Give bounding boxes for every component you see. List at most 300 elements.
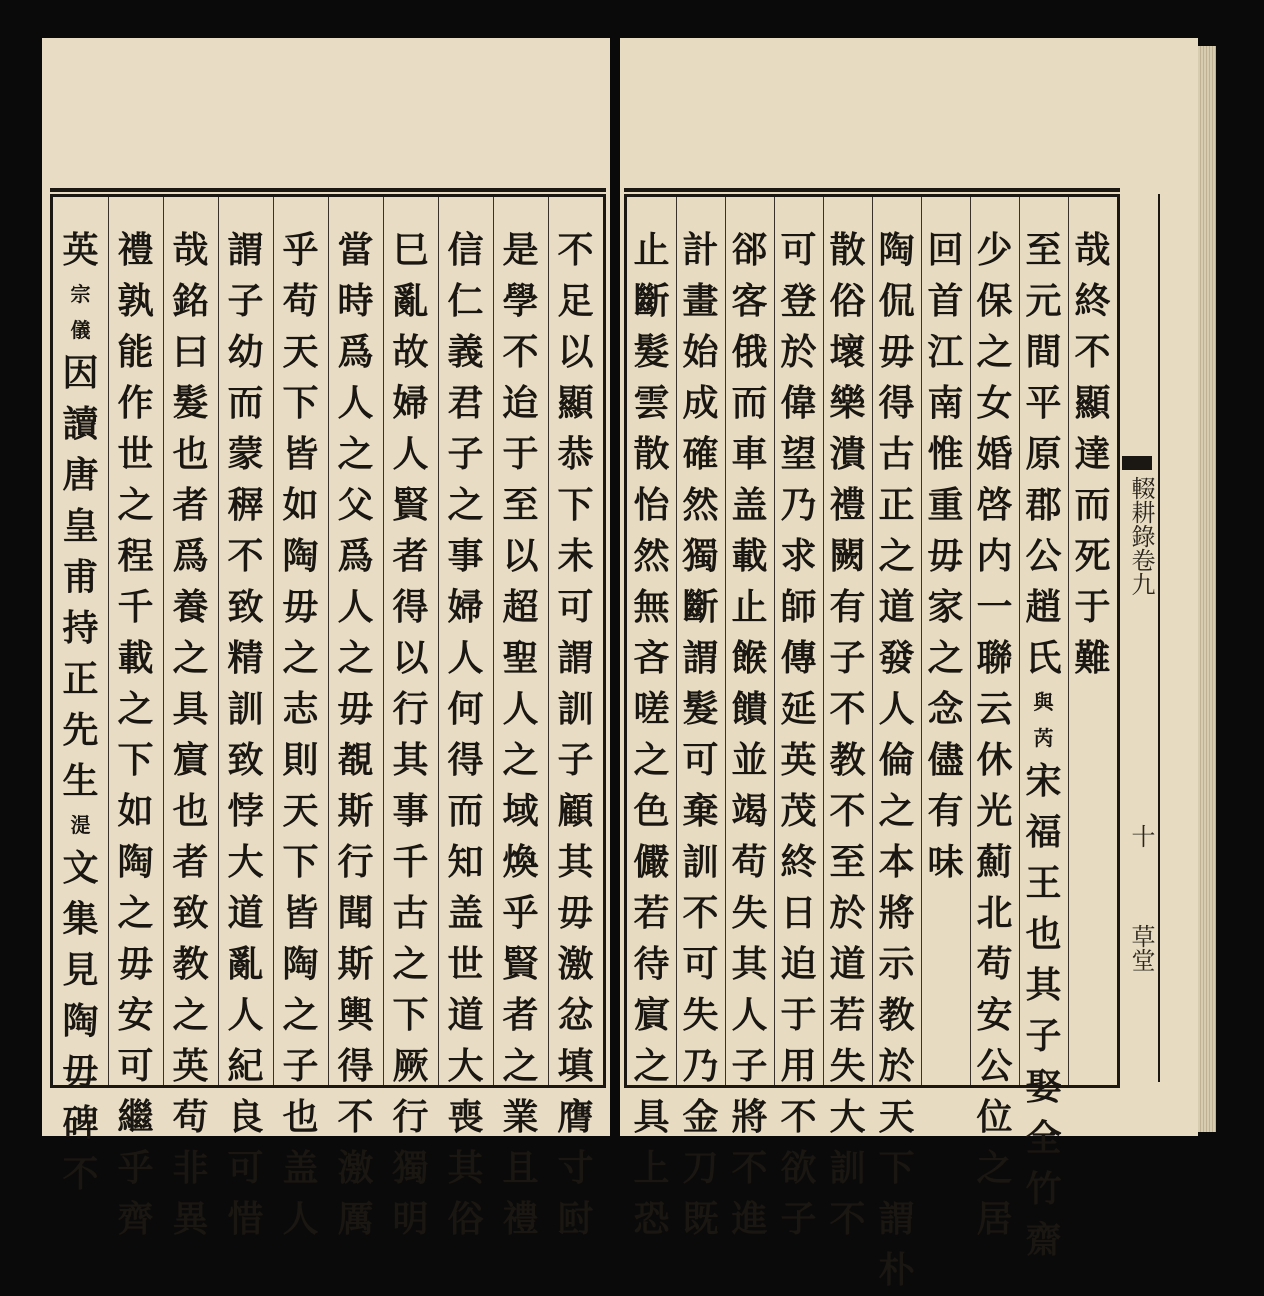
text-char: 人 [502, 688, 539, 730]
text-char: 天 [282, 790, 319, 832]
text-char: 謂 [682, 637, 719, 679]
text-char: 激 [557, 943, 594, 985]
text-char: 可 [557, 586, 594, 628]
text-char: 銘 [172, 280, 209, 322]
text-char: 倫 [878, 739, 915, 781]
text-char: 顧 [557, 790, 594, 832]
text-char: 正 [62, 658, 99, 700]
text-char: 郡 [1025, 484, 1062, 526]
text-char: 恐 [633, 1198, 670, 1240]
text-char: 趙 [1025, 586, 1062, 628]
text-char: 獨 [682, 535, 719, 577]
text-char: 之 [976, 331, 1013, 373]
text-char: 子 [282, 1045, 319, 1087]
text-char: 之 [282, 994, 319, 1036]
text-char: 英 [62, 229, 99, 271]
text-char: 念 [927, 688, 964, 730]
text-char: 本 [878, 841, 915, 883]
text-char: 千 [392, 841, 429, 883]
text-char: 賢 [502, 943, 539, 985]
text-char: 君 [447, 382, 484, 424]
text-char: 若 [829, 994, 866, 1036]
text-char: 於 [829, 892, 866, 934]
text-char: 下 [282, 841, 319, 883]
text-char: 曰 [172, 331, 209, 373]
text-char: 上 [633, 1147, 670, 1189]
text-char: 若 [633, 892, 670, 934]
fore-edge-title: 輟耕錄卷九 [1127, 476, 1155, 596]
text-char: 竹 [1025, 1168, 1062, 1210]
text-char: 失 [682, 994, 719, 1036]
text-char: 毋 [282, 586, 319, 628]
text-char: 顯 [1074, 382, 1111, 424]
text-char: 道 [227, 892, 264, 934]
text-char: 然 [682, 484, 719, 526]
text-char: 確 [682, 433, 719, 475]
column-rule [970, 197, 971, 1085]
text-char: 皆 [282, 892, 319, 934]
text-char: 幼 [227, 331, 264, 373]
text-char: 惜 [227, 1198, 264, 1240]
text-char: 云 [976, 688, 1013, 730]
text-char: 載 [731, 535, 768, 577]
text-char: 儘 [927, 739, 964, 781]
text-char: 之 [878, 790, 915, 832]
text-char: 平 [1025, 382, 1062, 424]
text-char: 得 [447, 739, 484, 781]
text-char: 安 [117, 994, 154, 1036]
text-char: 人 [878, 688, 915, 730]
text-char: 嗟 [633, 688, 670, 730]
text-char: 正 [878, 484, 915, 526]
text-char: 之 [502, 739, 539, 781]
text-frame [624, 194, 1120, 1291]
column-rule [218, 197, 219, 1085]
text-char: 者 [392, 535, 429, 577]
text-char: 北 [976, 892, 1013, 934]
text-char: 終 [780, 841, 817, 883]
text-char: 訓 [829, 1147, 866, 1189]
text-char: 紀 [227, 1045, 264, 1087]
text-char: 斷 [682, 586, 719, 628]
text-char: 竭 [731, 790, 768, 832]
column-rule [273, 197, 274, 1085]
text-char: 之 [392, 943, 429, 985]
text-column [56, 225, 106, 1200]
text-char: 有 [927, 790, 964, 832]
text-char: 先 [62, 709, 99, 751]
text-char: 回 [927, 229, 964, 271]
text-char: 茂 [780, 790, 817, 832]
column-rule [872, 197, 873, 1085]
text-char: 氏 [1025, 637, 1062, 679]
text-char: 大 [829, 1096, 866, 1138]
text-char: 謂 [878, 1198, 915, 1240]
text-char: 至 [502, 484, 539, 526]
text-char: 髮 [172, 382, 209, 424]
text-char: 齋 [1025, 1219, 1062, 1261]
text-char: 師 [780, 586, 817, 628]
text-char: 爲 [172, 535, 209, 577]
text-char: 厥 [392, 1045, 429, 1087]
text-char: 一 [976, 586, 1013, 628]
text-char: 南 [927, 382, 964, 424]
text-char: 古 [392, 892, 429, 934]
column-rule [108, 197, 109, 1085]
text-char: 婦 [447, 586, 484, 628]
text-char: 其 [447, 1147, 484, 1189]
text-char: 下 [878, 1147, 915, 1189]
text-char: 日 [780, 892, 817, 934]
text-char: 志 [282, 688, 319, 730]
text-column [496, 225, 546, 1245]
text-column [1019, 225, 1069, 1266]
text-char: 訓 [557, 688, 594, 730]
annotation-char: 儀 [70, 318, 91, 342]
text-char: 延 [780, 688, 817, 730]
text-char: 休 [976, 739, 1013, 781]
text-char: 儼 [633, 841, 670, 883]
text-char: 稺 [227, 484, 264, 526]
text-char: 教 [878, 994, 915, 1036]
text-char: 全 [1025, 1117, 1062, 1159]
text-char: 於 [878, 1045, 915, 1087]
text-char: 不 [829, 1198, 866, 1240]
text-column [1068, 225, 1118, 684]
column-rule [438, 197, 439, 1085]
text-char: 煥 [502, 841, 539, 883]
text-char: 登 [780, 280, 817, 322]
text-char: 可 [227, 1147, 264, 1189]
text-char: 吝 [633, 637, 670, 679]
text-char: 養 [172, 586, 209, 628]
text-char: 散 [633, 433, 670, 475]
text-char: 爲 [337, 535, 374, 577]
text-char: 足 [557, 280, 594, 322]
text-char: 能 [117, 331, 154, 373]
text-char: 蒙 [227, 433, 264, 475]
text-char: 子 [557, 739, 594, 781]
text-char: 偉 [780, 382, 817, 424]
text-char: 英 [172, 1045, 209, 1087]
text-char: 郤 [731, 229, 768, 271]
text-char: 迫 [780, 943, 817, 985]
text-char: 之 [633, 739, 670, 781]
text-char: 棄 [682, 790, 719, 832]
text-char: 父 [337, 484, 374, 526]
text-char: 也 [172, 433, 209, 475]
text-char: 首 [927, 280, 964, 322]
page-edges [1198, 46, 1216, 1132]
text-char: 苟 [282, 280, 319, 322]
text-char: 也 [1025, 913, 1062, 955]
text-char: 斯 [337, 790, 374, 832]
annotation-char: 宗 [70, 282, 91, 306]
text-char: 具 [172, 688, 209, 730]
fore-edge-page-number: 十 [1127, 824, 1155, 848]
text-char: 色 [633, 790, 670, 832]
text-char: 不 [337, 1096, 374, 1138]
annotation-char: 芮 [1033, 726, 1054, 750]
text-char: 恭 [557, 433, 594, 475]
text-char: 也 [282, 1096, 319, 1138]
text-char: 之 [447, 484, 484, 526]
text-char: 世 [117, 433, 154, 475]
text-char: 具 [633, 1096, 670, 1138]
text-char: 之 [878, 535, 915, 577]
text-char: 文 [62, 847, 99, 889]
text-char: 潰 [829, 433, 866, 475]
text-char: 齊 [117, 1198, 154, 1240]
text-char: 得 [337, 1045, 374, 1087]
text-char: 苟 [976, 943, 1013, 985]
text-char: 子 [447, 433, 484, 475]
top-border [50, 188, 606, 192]
column-rule [328, 197, 329, 1085]
text-char: 陶 [878, 229, 915, 271]
text-char: 盖 [447, 892, 484, 934]
text-char: 者 [502, 994, 539, 1036]
text-char: 江 [927, 331, 964, 373]
text-char: 賢 [392, 484, 429, 526]
text-char: 之 [117, 484, 154, 526]
text-char: 而 [227, 382, 264, 424]
column-rule [823, 197, 824, 1085]
text-column [551, 225, 601, 1245]
text-char: 下 [557, 484, 594, 526]
text-char: 聖 [502, 637, 539, 679]
text-char: 不 [1074, 331, 1111, 373]
text-char: 于 [780, 994, 817, 1036]
text-char: 而 [731, 382, 768, 424]
text-char: 域 [502, 790, 539, 832]
text-char: 是 [502, 229, 539, 271]
text-char: 哉 [1074, 229, 1111, 271]
text-char: 之 [282, 637, 319, 679]
text-char: 則 [282, 739, 319, 781]
text-char: 之 [172, 637, 209, 679]
text-char: 其 [731, 943, 768, 985]
text-char: 陶 [282, 943, 319, 985]
text-char: 人 [337, 382, 374, 424]
text-char: 程 [117, 535, 154, 577]
text-char: 人 [731, 994, 768, 1036]
text-char: 亂 [392, 280, 429, 322]
text-char: 事 [392, 790, 429, 832]
text-char: 之 [633, 1045, 670, 1087]
text-column [221, 225, 271, 1245]
text-char: 而 [1074, 484, 1111, 526]
text-char: 哉 [172, 229, 209, 271]
text-char: 賔 [633, 994, 670, 1036]
text-char: 不 [829, 688, 866, 730]
text-char: 俗 [829, 280, 866, 322]
text-char: 毋 [337, 688, 374, 730]
text-char: 膺 [557, 1096, 594, 1138]
text-char: 寸 [557, 1147, 594, 1189]
text-char: 禮 [117, 229, 154, 271]
text-char: 女 [976, 382, 1013, 424]
text-char: 陶 [62, 1000, 99, 1042]
text-char: 喪 [447, 1096, 484, 1138]
text-char: 死 [1074, 535, 1111, 577]
text-char: 可 [117, 1045, 154, 1087]
text-char: 得 [878, 382, 915, 424]
text-char: 異 [172, 1198, 209, 1240]
text-char: 得 [392, 586, 429, 628]
text-char: 甫 [62, 556, 99, 598]
text-char: 而 [447, 790, 484, 832]
text-char: 以 [392, 637, 429, 679]
text-char: 毋 [557, 892, 594, 934]
text-char: 成 [682, 382, 719, 424]
text-char: 義 [447, 331, 484, 373]
text-char: 不 [731, 1147, 768, 1189]
text-char: 不 [502, 331, 539, 373]
text-column [441, 225, 491, 1245]
text-char: 進 [731, 1198, 768, 1240]
text-char: 謂 [227, 229, 264, 271]
text-column [774, 225, 824, 1245]
text-char: 其 [1025, 964, 1062, 1006]
text-char: 之 [927, 637, 964, 679]
text-char: 忿 [557, 994, 594, 1036]
text-char: 道 [829, 943, 866, 985]
text-char: 如 [282, 484, 319, 526]
text-char: 亂 [227, 943, 264, 985]
text-char: 迨 [502, 382, 539, 424]
text-char: 因 [62, 352, 99, 394]
text-char: 止 [633, 229, 670, 271]
text-char: 安 [976, 994, 1013, 1036]
text-char: 天 [282, 331, 319, 373]
text-char: 覩 [337, 739, 374, 781]
text-char: 盖 [731, 484, 768, 526]
text-char: 乃 [780, 484, 817, 526]
text-char: 厲 [337, 1198, 374, 1240]
text-char: 之 [117, 892, 154, 934]
text-char: 超 [502, 586, 539, 628]
text-char: 不 [829, 790, 866, 832]
text-char: 求 [780, 535, 817, 577]
text-char: 事 [447, 535, 484, 577]
text-char: 保 [976, 280, 1013, 322]
text-char: 俄 [731, 331, 768, 373]
left-page [42, 38, 610, 1240]
text-char: 位 [976, 1096, 1013, 1138]
text-char: 者 [172, 841, 209, 883]
text-char: 其 [557, 841, 594, 883]
text-char: 不 [682, 892, 719, 934]
text-char: 以 [502, 535, 539, 577]
annotation-char: 湜 [70, 813, 91, 837]
column-rule [921, 197, 922, 1085]
text-char: 始 [682, 331, 719, 373]
text-char: 訓 [227, 688, 264, 730]
text-char: 達 [1074, 433, 1111, 475]
text-char: 王 [1025, 862, 1062, 904]
text-char: 下 [282, 382, 319, 424]
text-char: 皇 [62, 505, 99, 547]
text-char: 故 [392, 331, 429, 373]
text-char: 啓 [976, 484, 1013, 526]
text-frame [50, 194, 606, 1240]
text-char: 教 [172, 943, 209, 985]
text-char: 下 [392, 994, 429, 1036]
text-char: 毋 [878, 331, 915, 373]
text-column [872, 225, 922, 1296]
text-char: 不 [557, 229, 594, 271]
text-char: 有 [829, 586, 866, 628]
text-char: 人 [337, 586, 374, 628]
text-column [111, 225, 161, 1245]
text-char: 精 [227, 637, 264, 679]
text-char: 獨 [392, 1147, 429, 1189]
text-char: 致 [227, 739, 264, 781]
text-char: 將 [731, 1096, 768, 1138]
text-column [331, 225, 381, 1245]
text-char: 千 [117, 586, 154, 628]
text-char: 毋 [927, 535, 964, 577]
text-char: 英 [780, 739, 817, 781]
text-char: 作 [117, 382, 154, 424]
text-char: 非 [172, 1147, 209, 1189]
text-char: 怡 [633, 484, 670, 526]
text-char: 不 [62, 1153, 99, 1195]
text-char: 時 [337, 280, 374, 322]
text-char: 刀 [682, 1147, 719, 1189]
text-char: 生 [62, 760, 99, 802]
text-column [166, 225, 216, 1245]
text-char: 味 [927, 841, 964, 883]
text-char: 元 [1025, 280, 1062, 322]
text-char: 道 [447, 994, 484, 1036]
text-char: 天 [878, 1096, 915, 1138]
text-char: 朴 [878, 1249, 915, 1291]
text-char: 良 [227, 1096, 264, 1138]
text-char: 行 [337, 841, 374, 883]
text-char: 乎 [502, 892, 539, 934]
text-char: 宋 [1025, 760, 1062, 802]
text-char: 可 [682, 943, 719, 985]
text-char: 待 [633, 943, 670, 985]
text-char: 人 [392, 433, 429, 475]
text-char: 孰 [117, 280, 154, 322]
text-char: 大 [447, 1045, 484, 1087]
text-char: 未 [557, 535, 594, 577]
text-char: 苟 [172, 1096, 209, 1138]
column-rule [1019, 197, 1020, 1085]
text-char: 示 [878, 943, 915, 985]
text-char: 毋 [62, 1051, 99, 1093]
text-char: 禮 [829, 484, 866, 526]
text-char: 不 [227, 535, 264, 577]
text-char: 福 [1025, 811, 1062, 853]
column-rule [676, 197, 677, 1085]
text-char: 古 [878, 433, 915, 475]
text-char: 知 [447, 841, 484, 883]
text-char: 發 [878, 637, 915, 679]
text-char: 可 [682, 739, 719, 781]
text-char: 難 [1074, 637, 1111, 679]
text-char: 禮 [502, 1198, 539, 1240]
text-char: 子 [829, 637, 866, 679]
text-column [970, 225, 1020, 1245]
text-char: 至 [829, 841, 866, 883]
text-char: 于 [1074, 586, 1111, 628]
text-char: 填 [557, 1045, 594, 1087]
text-char: 娶 [1025, 1066, 1062, 1108]
